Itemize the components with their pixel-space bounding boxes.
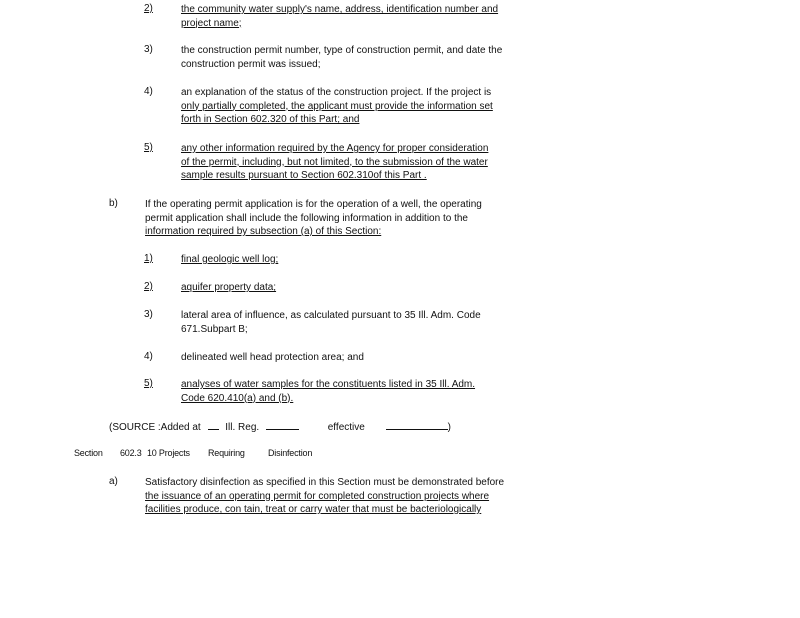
text-line: Satisfactory disinfection as specified in this Section must be demonstrated before	[145, 477, 505, 488]
text-line: forth in Section 602.320 of this Part; and	[181, 114, 360, 125]
source-effective: effective	[327, 422, 365, 433]
subsection-text	[145, 476, 504, 517]
subsection-text	[145, 198, 482, 239]
text-line: construction permit was issued;	[181, 58, 321, 70]
subsection-label: b)	[109, 198, 118, 209]
item-number: 2)	[144, 3, 153, 14]
blank-line	[386, 420, 448, 430]
text-line: the construction permit number, type of construction permit, and date the	[181, 45, 503, 56]
source-end: )	[447, 422, 451, 433]
item-text	[181, 378, 475, 405]
item-number: 4)	[144, 86, 153, 97]
item-number: 1)	[144, 253, 153, 264]
section-number: 602.3	[120, 448, 142, 458]
subsection-label: a)	[109, 476, 118, 487]
item-text	[181, 351, 364, 365]
item-number: 5)	[144, 142, 153, 153]
text-line: of the permit, including, but not limited, to the submission of the water	[181, 156, 488, 168]
item-text	[181, 44, 502, 71]
text-line: the community water supply's name, address, identification number and	[181, 4, 499, 15]
text-line: Code 620.410(a) and (b).	[181, 392, 294, 404]
section-title-requiring: Requiring	[208, 448, 245, 458]
text-line: If the operating permit application is for the operation of a well, the operating	[145, 199, 482, 210]
source-note	[109, 420, 451, 433]
item-number: 3)	[144, 44, 153, 55]
item-text	[181, 142, 488, 183]
text-line: lateral area of influence, as calculated pursuant to 35 Ill. Adm. Code	[181, 310, 481, 321]
section-title-disinfection: Disinfection	[268, 448, 313, 458]
text-line: permit application shall include the following information in addition to the	[145, 212, 468, 224]
blank-line	[208, 420, 219, 430]
text-line: information required by subsection (a) of this Section:	[145, 226, 382, 237]
text-line: project name;	[181, 17, 242, 29]
text-line: aquifer property data;	[181, 282, 277, 293]
item-text	[181, 3, 498, 30]
item-text	[181, 86, 493, 127]
item-text	[181, 281, 276, 295]
text-line: only partially completed, the applicant must provide the information set	[181, 100, 493, 112]
item-number: 3)	[144, 309, 153, 320]
source-prefix: (SOURCE :Added at	[109, 422, 201, 433]
item-number: 5)	[144, 378, 153, 389]
item-number: 2)	[144, 281, 153, 292]
section-title: 10 Projects	[147, 448, 190, 458]
text-line: analyses of water samples for the constituents listed in 35 Ill. Adm.	[181, 379, 476, 390]
text-line: the issuance of an operating permit for completed construction projects where	[145, 490, 490, 502]
blank-line	[266, 420, 299, 430]
text-line: an explanation of the status of the construction project. If the project is	[181, 87, 492, 98]
source-register: Ill. Reg.	[225, 422, 260, 433]
item-text	[181, 309, 481, 336]
text-line: delineated well head protection area; and	[181, 352, 364, 363]
item-text	[181, 253, 278, 267]
item-number: 4)	[144, 351, 153, 362]
text-line: facilities produce, con tain, treat or carry water that must be bacteriologically	[145, 504, 482, 515]
text-line: 671.Subpart B;	[181, 323, 248, 335]
text-line: sample results pursuant to Section 602.310of this Part .	[181, 170, 427, 181]
text-line: final geologic well log;	[181, 254, 279, 265]
text-line: any other information required by the Agency for proper consideration	[181, 143, 489, 154]
section-word: Section	[74, 448, 103, 458]
